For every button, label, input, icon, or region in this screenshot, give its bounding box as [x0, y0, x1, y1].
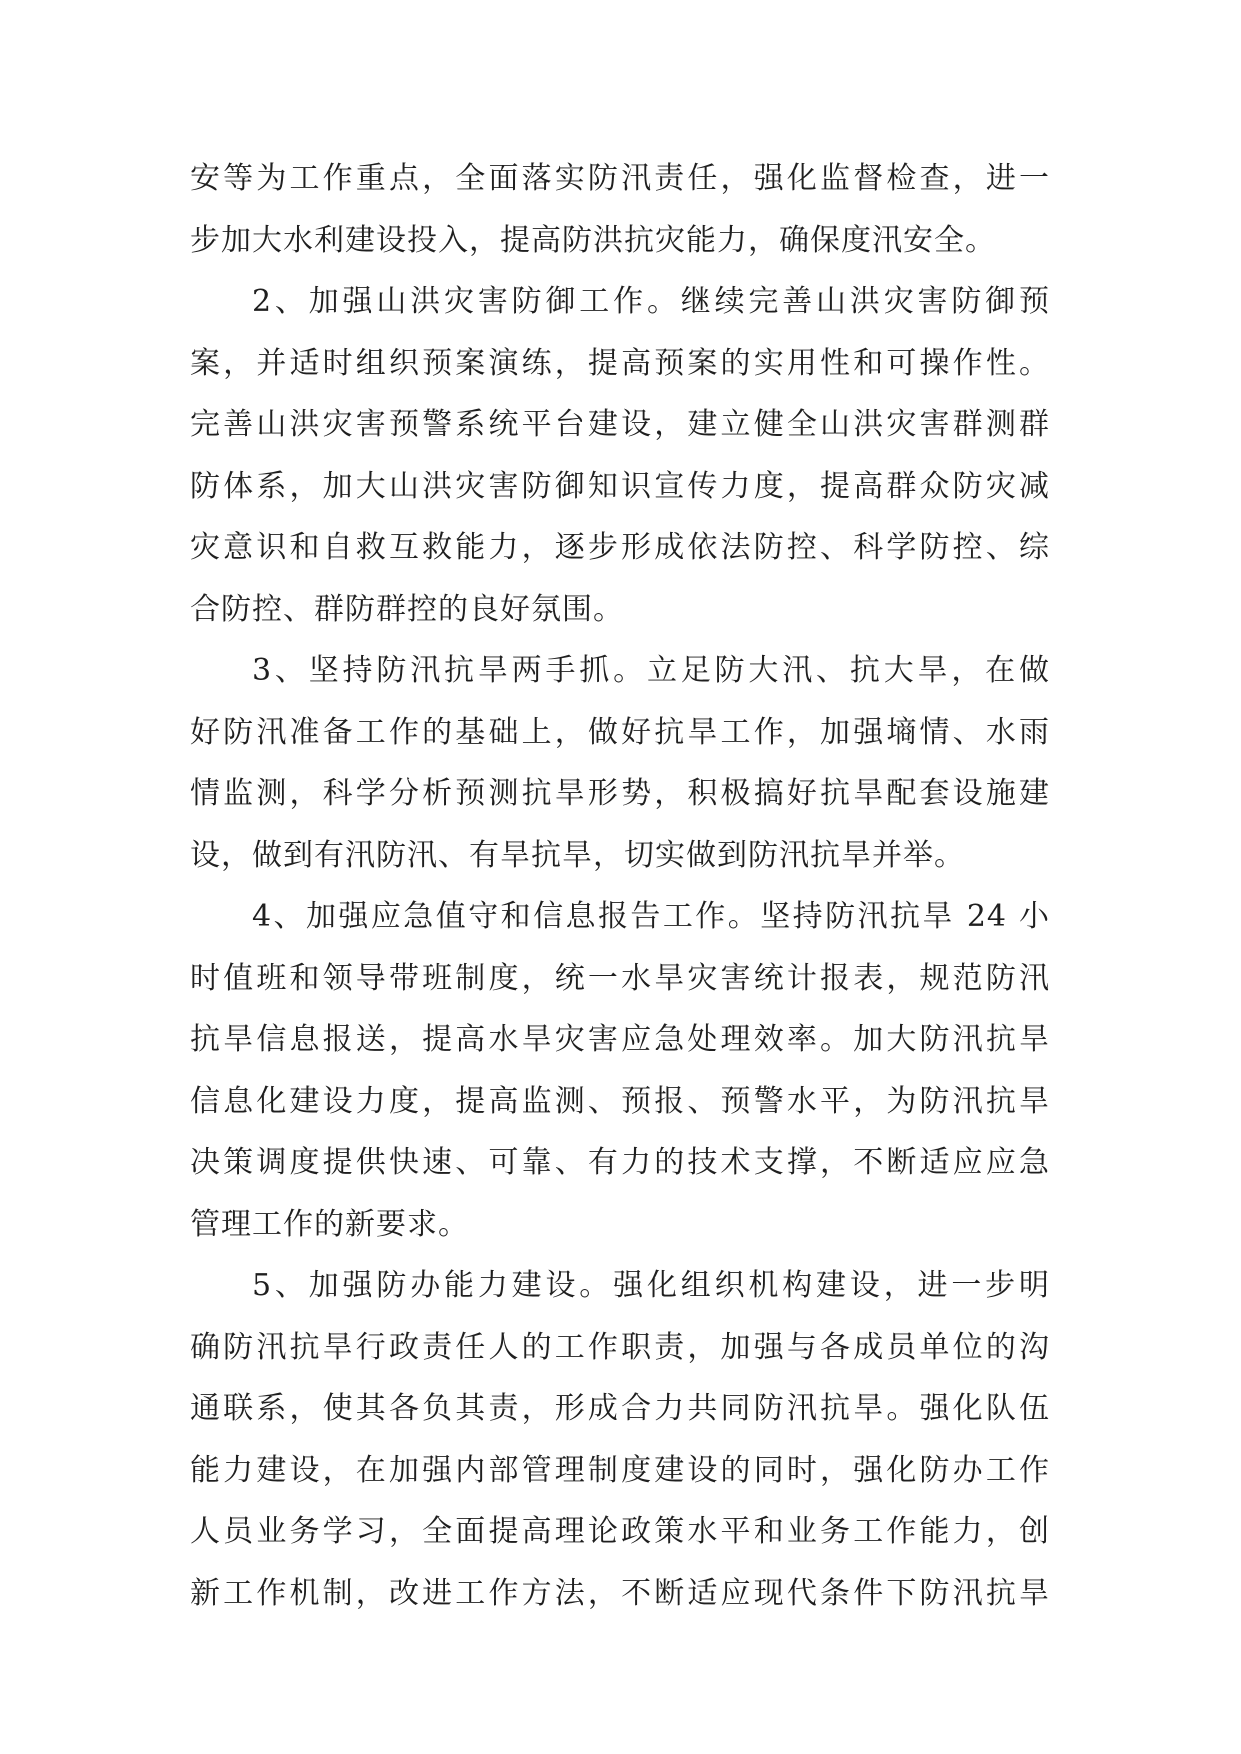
text-line: 安等为工作重点，全面落实防汛责任，强化监督检查，进一: [190, 161, 1050, 196]
text-line: 能力建设，在加强内部管理制度建设的同时，强化防办工作: [190, 1452, 1050, 1488]
text-line: 抗旱信息报送，提高水旱灾害应急处理效率。加大防汛抗旱: [190, 1022, 1050, 1057]
text-line: 决策调度提供快速、可靠、有力的技术支撑，不断适应应急: [190, 1145, 1050, 1180]
document-body: [190, 148, 1050, 1624]
text-line: 2、加强山洪灾害防御工作。继续完善山洪灾害防御预: [252, 284, 1050, 319]
text-line: 确防汛抗旱行政责任人的工作职责，加强与各成员单位的沟: [190, 1329, 1050, 1365]
text-line: 合防控、群防群控的良好氛围。: [190, 591, 624, 627]
text-line: 好防汛准备工作的基础上，做好抗旱工作，加强墒情、水雨: [190, 714, 1050, 750]
text-line: 管理工作的新要求。: [190, 1206, 469, 1242]
text-line: 设，做到有汛防汛、有旱抗旱，切实做到防汛抗旱并举。: [190, 837, 965, 873]
text-line: 人员业务学习，全面提高理论政策水平和业务工作能力，创: [190, 1514, 1050, 1549]
text-line: 时值班和领导带班制度，统一水旱灾害统计报表，规范防汛: [190, 960, 1050, 996]
text-line: 3、坚持防汛抗旱两手抓。立足防大汛、抗大旱，在做: [252, 653, 1050, 688]
text-line: 案，并适时组织预案演练，提高预案的实用性和可操作性。: [190, 345, 1050, 381]
text-line: 完善山洪灾害预警系统平台建设，建立健全山洪灾害群测群: [190, 407, 1050, 442]
text-line: 5、加强防办能力建设。强化组织机构建设，进一步明: [252, 1268, 1050, 1303]
text-line: 防体系，加大山洪灾害防御知识宣传力度，提高群众防灾减: [190, 468, 1050, 504]
text-line: 通联系，使其各负其责，形成合力共同防汛抗旱。强化队伍: [190, 1391, 1050, 1426]
text-line: 步加大水利建设投入，提高防洪抗灾能力，确保度汛安全。: [190, 222, 996, 258]
text-line: 情监测，科学分析预测抗旱形势，积极搞好抗旱配套设施建: [190, 776, 1050, 811]
text-line: 新工作机制，改进工作方法，不断适应现代条件下防汛抗旱: [190, 1575, 1050, 1611]
text-line: 灾意识和自救互救能力，逐步形成依法防控、科学防控、综: [190, 530, 1050, 565]
text-line: 信息化建设力度，提高监测、预报、预警水平，为防汛抗旱: [190, 1083, 1050, 1119]
text-line: 4、加强应急值守和信息报告工作。坚持防汛抗旱 24 小: [252, 899, 1050, 934]
